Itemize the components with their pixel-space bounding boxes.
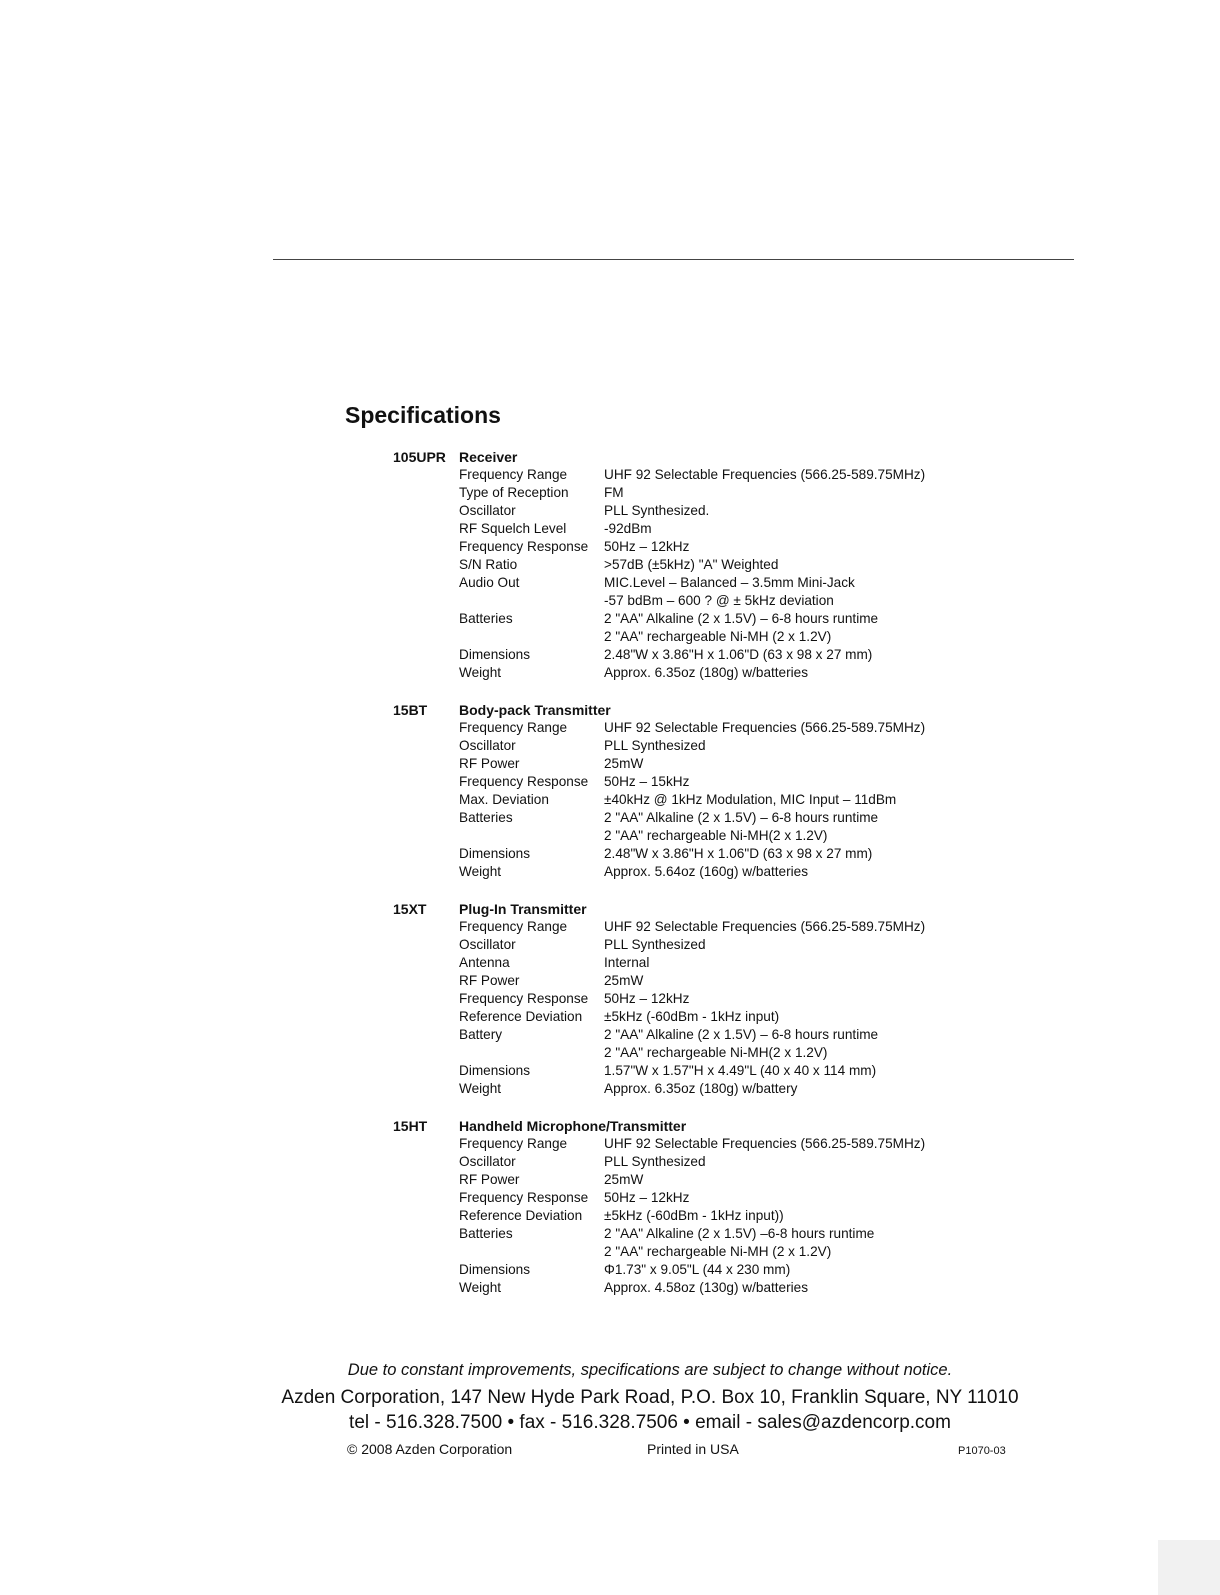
spec-label: Oscillator [459,1154,516,1169]
change-notice: Due to constant improvements, specifications are subject to change without notice. [347,1361,953,1379]
spec-value: 25mW [604,1172,644,1187]
spec-section [0,900,1220,1098]
spec-label: Frequency Response [459,1190,589,1205]
spec-value: 2.48"W x 3.86"H x 1.06"D (63 x 98 x 27 mm) [604,846,873,861]
spec-value: 1.57"W x 1.57"H x 4.49"L (40 x 40 x 114 mm) [604,1063,877,1078]
spec-row [0,1189,1220,1207]
contact-info: tel - 516.328.7500 • fax - 516.328.7506 • email - sales@azdencorp.com [349,1412,951,1433]
spec-value: ±40kHz @ 1kHz Modulation, MIC Input – 11dBm [604,792,897,807]
spec-row [0,755,1220,773]
copyright: © 2008 Azden Corporation [347,1441,513,1457]
spec-value: 25mW [604,973,644,988]
spec-row [0,737,1220,755]
model-number: 15HT [393,1118,428,1134]
spec-label: Weight [459,665,502,680]
spec-label: Frequency Range [459,1136,568,1151]
spec-value: 2 "AA" rechargeable Ni-MH (2 x 1.2V) [604,629,832,644]
spec-row [0,1171,1220,1189]
spec-value: Φ1.73" x 9.05"L (44 x 230 mm) [604,1262,791,1277]
spec-row [0,954,1220,972]
spec-value: PLL Synthesized [604,937,706,952]
model-number: 15BT [393,702,428,718]
spec-label: Frequency Response [459,539,589,554]
spec-value: 50Hz – 12kHz [604,539,690,554]
spec-label: Frequency Response [459,991,589,1006]
spec-value: 50Hz – 12kHz [604,991,690,1006]
spec-value: 2 "AA" rechargeable Ni-MH(2 x 1.2V) [604,1045,828,1060]
spec-value: 50Hz – 15kHz [604,774,690,789]
spec-label: Frequency Range [459,919,568,934]
spec-row [0,809,1220,827]
spec-value: Approx. 6.35oz (180g) w/battery [604,1081,798,1096]
spec-label: Max. Deviation [459,792,549,807]
section-title: Receiver [459,449,518,465]
spec-label: RF Power [459,1172,520,1187]
spec-row [0,1062,1220,1080]
spec-row [0,628,1220,646]
spec-value: Approx. 4.58oz (130g) w/batteries [604,1280,809,1295]
spec-value: PLL Synthesized [604,1154,706,1169]
spec-row [0,556,1220,574]
spec-value: Approx. 5.64oz (160g) w/batteries [604,864,809,879]
spec-value: 2 "AA" Alkaline (2 x 1.5V) –6-8 hours runtime [604,1226,875,1241]
spec-row [0,719,1220,737]
spec-row [0,574,1220,592]
spec-value: 2 "AA" rechargeable Ni-MH(2 x 1.2V) [604,828,828,843]
section-title: Handheld Microphone/Transmitter [459,1118,687,1134]
spec-row [0,1153,1220,1171]
spec-row [0,773,1220,791]
model-number: 15XT [393,901,427,917]
spec-label: Batteries [459,1226,513,1241]
spec-row [0,1080,1220,1098]
spec-row [0,1044,1220,1062]
spec-value: ±5kHz (-60dBm - 1kHz input)) [604,1208,784,1223]
spec-row [0,538,1220,556]
spec-row [0,520,1220,538]
spec-label: Audio Out [459,575,520,590]
spec-label: Oscillator [459,503,516,518]
spec-row [0,466,1220,484]
spec-section-header [0,701,1220,719]
spec-label: Weight [459,1081,502,1096]
spec-row [0,484,1220,502]
spec-label: Frequency Range [459,720,568,735]
spec-label: Dimensions [459,647,531,662]
spec-label: Reference Deviation [459,1009,583,1024]
spec-label: S/N Ratio [459,557,518,572]
spec-label: Dimensions [459,1063,531,1078]
spec-value: 2 "AA" Alkaline (2 x 1.5V) – 6-8 hours runtime [604,810,879,825]
spec-row [0,646,1220,664]
spec-value: 50Hz – 12kHz [604,1190,690,1205]
spec-label: Reference Deviation [459,1208,583,1223]
spec-row [0,1135,1220,1153]
spec-label: Oscillator [459,937,516,952]
spec-label: RF Squelch Level [459,521,567,536]
spec-value: PLL Synthesized [604,738,706,753]
spec-section [0,1117,1220,1297]
page-title: Specifications [345,402,501,428]
spec-row [0,845,1220,863]
printed-in: Printed in USA [647,1441,739,1457]
spec-row [0,592,1220,610]
spec-row [0,1225,1220,1243]
spec-label: Oscillator [459,738,516,753]
spec-value: UHF 92 Selectable Frequencies (566.25-589.75MHz) [604,467,926,482]
spec-value: ±5kHz (-60dBm - 1kHz input) [604,1009,780,1024]
spec-label: Batteries [459,611,513,626]
spec-label: Type of Reception [459,485,569,500]
specifications-list [0,448,1220,1316]
spec-value: UHF 92 Selectable Frequencies (566.25-589.75MHz) [604,919,926,934]
spec-label: Weight [459,864,502,879]
spec-value: UHF 92 Selectable Frequencies (566.25-589.75MHz) [604,720,926,735]
spec-label: Frequency Range [459,467,568,482]
spec-section-header [0,448,1220,466]
spec-row [0,827,1220,845]
spec-value: PLL Synthesized. [604,503,710,518]
spec-row [0,972,1220,990]
spec-row [0,936,1220,954]
scan-artifact [1158,1540,1220,1595]
spec-value: FM [604,485,624,500]
spec-row [0,863,1220,881]
spec-row [0,1261,1220,1279]
spec-label: Batteries [459,810,513,825]
spec-label: Frequency Response [459,774,589,789]
spec-label: Antenna [459,955,510,970]
spec-row [0,918,1220,936]
spec-row [0,502,1220,520]
spec-row [0,791,1220,809]
spec-value: Approx. 6.35oz (180g) w/batteries [604,665,809,680]
spec-row [0,1207,1220,1225]
section-title: Plug-In Transmitter [459,901,587,917]
spec-section [0,448,1220,682]
spec-value: -92dBm [604,521,652,536]
spec-value: 2 "AA" Alkaline (2 x 1.5V) – 6-8 hours runtime [604,1027,879,1042]
spec-value: 2 "AA" rechargeable Ni-MH (2 x 1.2V) [604,1244,832,1259]
spec-value: UHF 92 Selectable Frequencies (566.25-589.75MHz) [604,1136,926,1151]
spec-section-header [0,900,1220,918]
spec-row [0,1026,1220,1044]
spec-value: 2.48"W x 3.86"H x 1.06"D (63 x 98 x 27 mm) [604,647,873,662]
spec-row [0,1279,1220,1297]
spec-value: MIC.Level – Balanced – 3.5mm Mini-Jack [604,575,855,590]
spec-label: Dimensions [459,846,531,861]
spec-row [0,990,1220,1008]
spec-label: RF Power [459,756,520,771]
spec-row [0,610,1220,628]
spec-row [0,1008,1220,1026]
spec-row [0,1243,1220,1261]
section-title: Body-pack Transmitter [459,702,611,718]
spec-label: Weight [459,1280,502,1295]
horizontal-rule [273,259,1074,260]
spec-value: Internal [604,955,650,970]
spec-row [0,664,1220,682]
spec-section-header [0,1117,1220,1135]
spec-label: RF Power [459,973,520,988]
spec-value: 2 "AA" Alkaline (2 x 1.5V) – 6-8 hours runtime [604,611,879,626]
spec-section [0,701,1220,881]
part-number: P1070-03 [958,1445,1006,1457]
company-address: Azden Corporation, 147 New Hyde Park Road, P.O. Box 10, Franklin Square, NY 11010 [281,1387,1019,1408]
spec-value: -57 bdBm – 600 ? @ ± 5kHz deviation [604,593,834,608]
spec-value: 25mW [604,756,644,771]
spec-label: Battery [459,1027,503,1042]
spec-value: >57dB (±5kHz) "A" Weighted [604,557,779,572]
spec-label: Dimensions [459,1262,531,1277]
model-number: 105UPR [393,449,446,465]
